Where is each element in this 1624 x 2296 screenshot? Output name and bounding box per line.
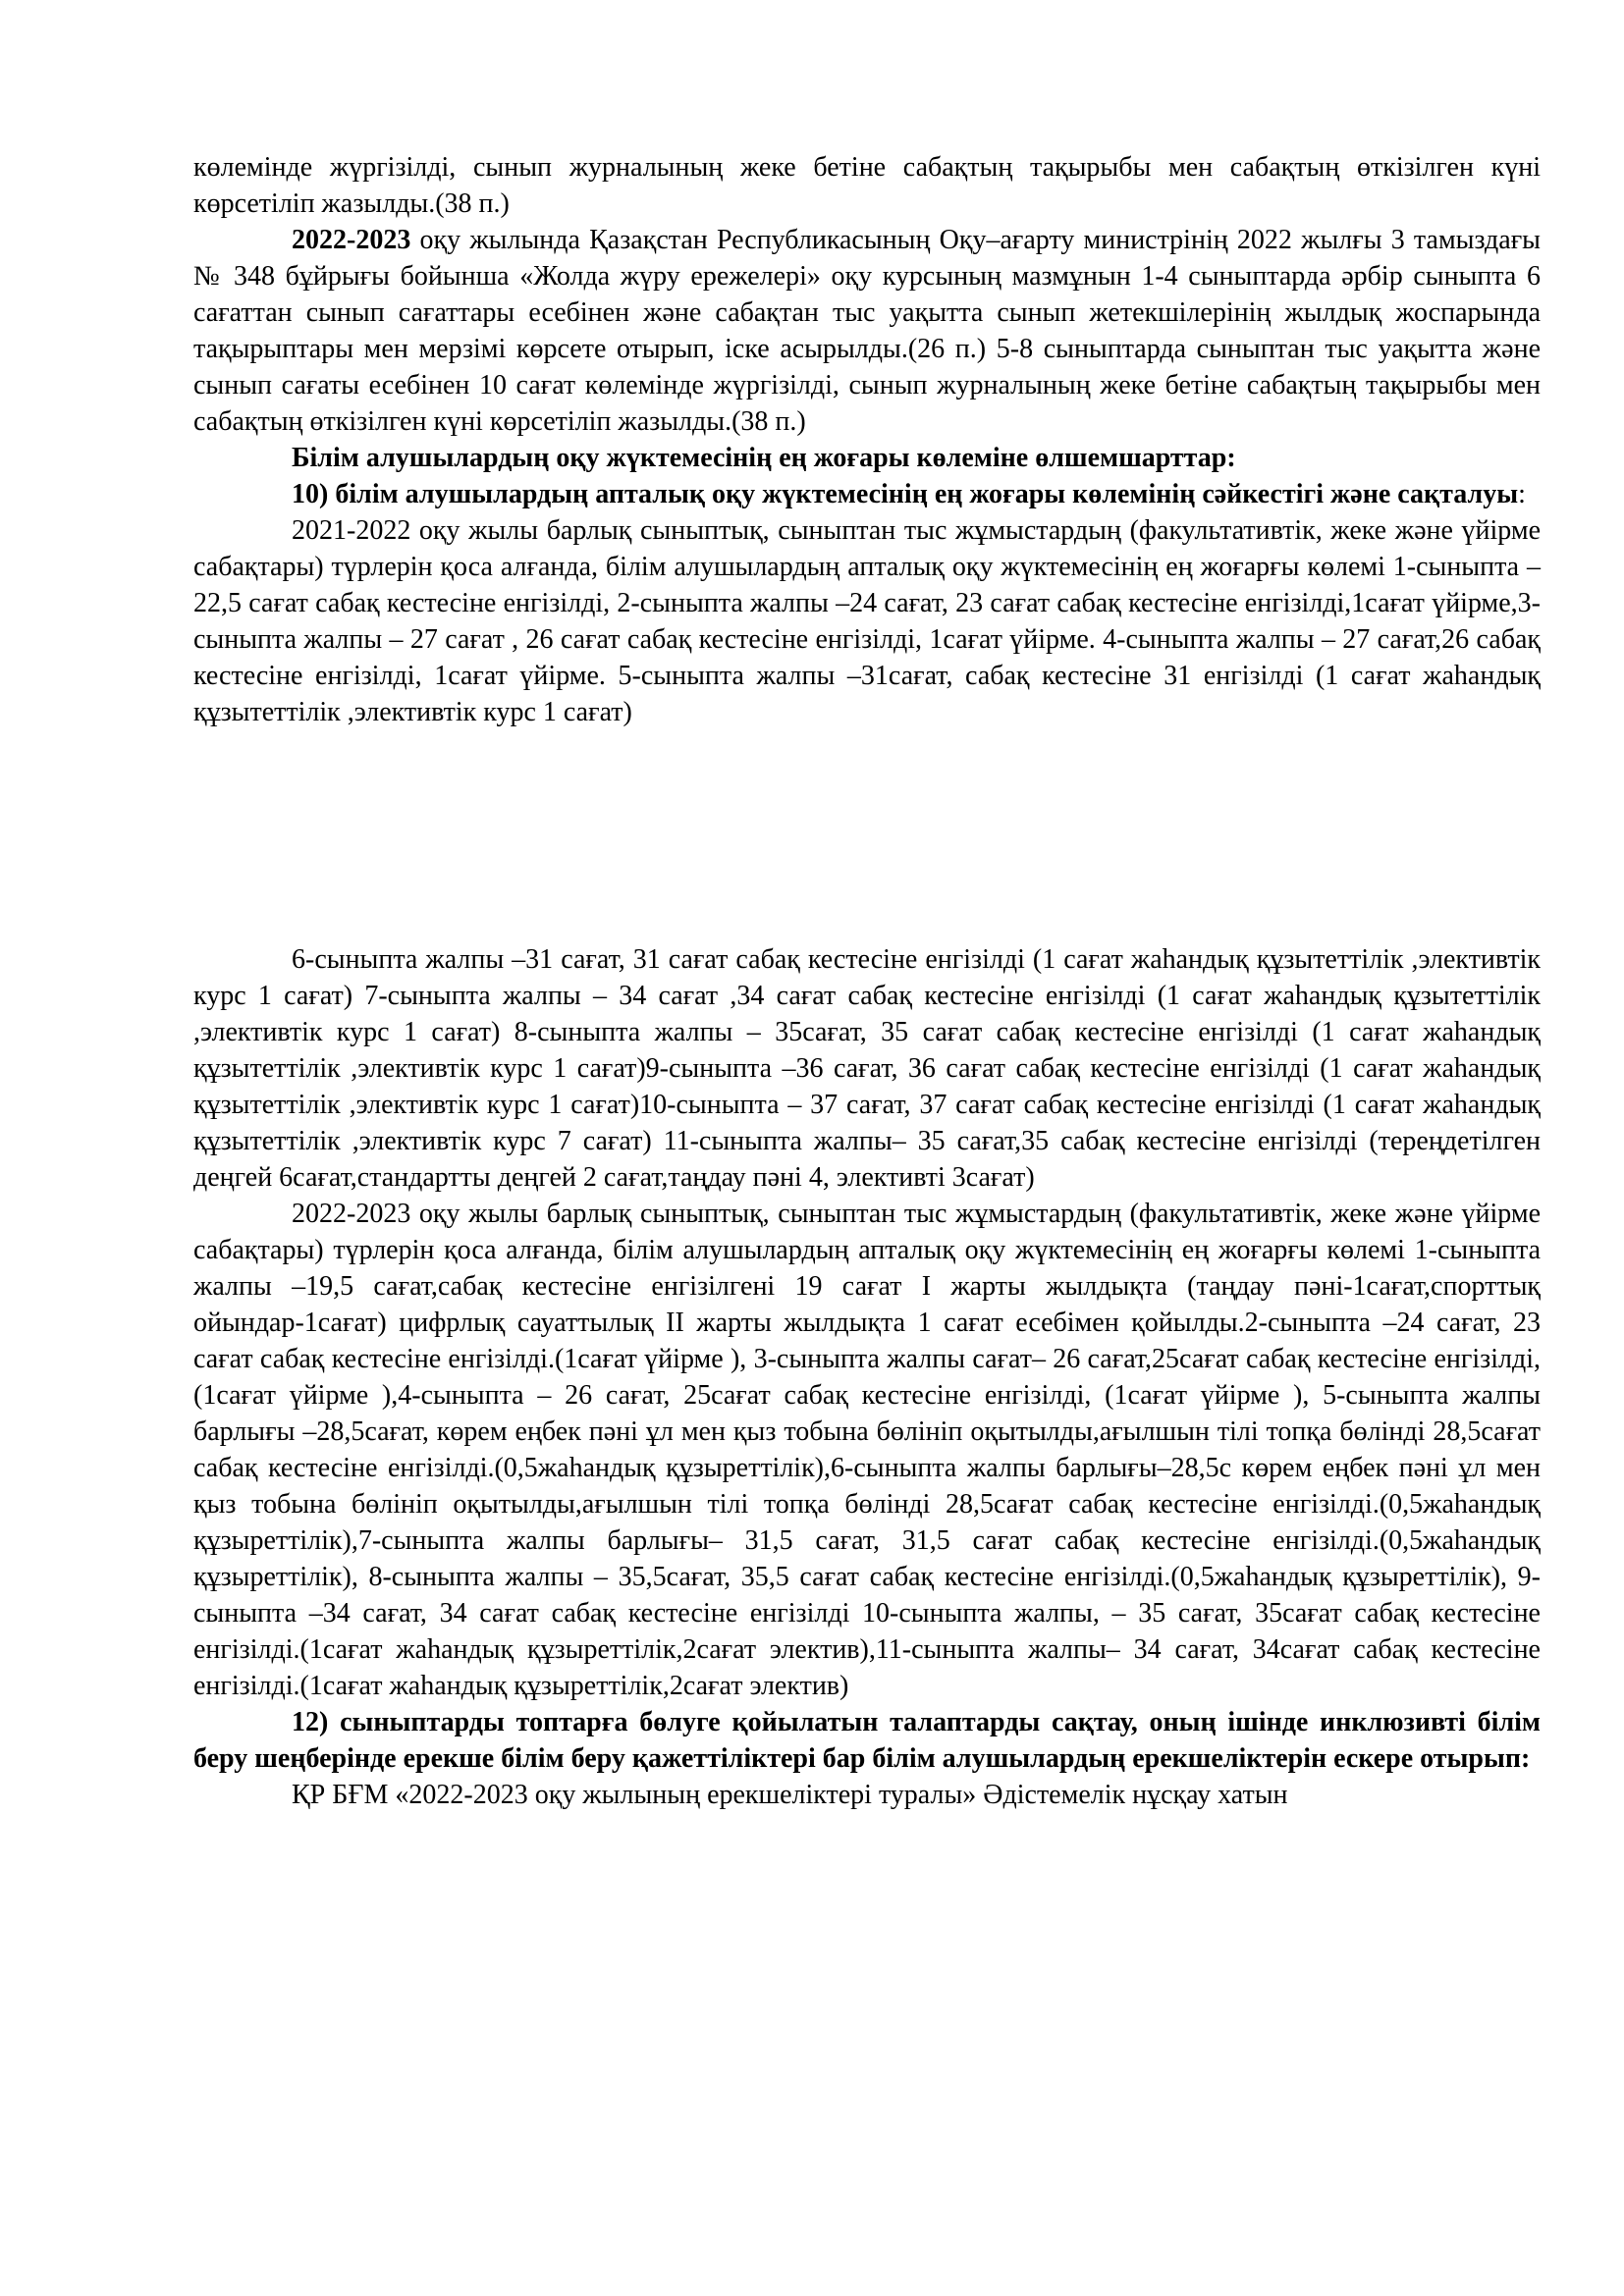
paragraph-4: 6-сыныпта жалпы –31 сағат, 31 сағат сабақ кестесіне енгізілді (1 сағат жаһандық құзытеттілік ,элективтік курс 1 сағат) 7-сыныпта жалпы – 34 сағат ,34 сағат сабақ кестесіне енгізілді (1 сағат жаһандық құзытеттілік ,элективтік курс 1 сағат) 8-сыныпта жалпы – 35сағат, 35 сағат сабақ кестесіне енгізілді (1 сағат жаһандық құзытеттілік ,элективтік курс 1 сағат)9-сыныпта –36 сағат, 36 сағат сабақ кестесіне енгізілді (1 сағат жаһандық құзытеттілік ,элективтік курс 1 сағат)10-сыныпта – 37 сағат, 37 сағат сабақ кестесіне енгізілді (1 сағат жаһандық құзытеттілік ,элективтік курс 7 сағат) 11-сыныпта жалпы– 35 сағат,35 сабақ кестесіне енгізілді (тереңдетілген деңгей 6сағат,стандартты деңгей 2 сағат,таңдау пәні 4, элективті 3сағат) bbox=[193, 944, 1541, 1193]
paragraph-6: ҚР БҒМ «2022-2023 оқу жылының ерекшеліктері туралы» Әдістемелік нұсқау хатын bbox=[292, 1780, 1288, 1810]
paragraph-2 bbox=[193, 222, 1541, 440]
heading-12: 12) сыныптарды топтарға бөлуге қойылатын талаптарды сақтау, оның ішінде инклюзивті білім беру шеңберінде ерекше білім беру қажеттіліктері бар білім алушылардың ерекшеліктерін ескере отырып: bbox=[193, 1707, 1541, 1774]
document-page bbox=[193, 149, 1541, 1813]
heading-10-colon: : bbox=[1518, 479, 1526, 509]
paragraph-2-year: 2022-2023 bbox=[292, 225, 411, 255]
paragraph-3: 2021-2022 оқу жылы барлық сыныптық, сыныптан тыс жұмыстардың (факультативтік, жеке және үйірме сабақтары) түрлерін қоса алғанда, білім алушылардың апталық оқу жүктемесінің ең жоғарғы көлемі 1-сыныпта –22,5 сағат сабақ кестесіне енгізілді, 2-сыныпта жалпы –24 сағат, 23 сағат сабақ кестесіне енгізілді,1сағат үйірме,3-сыныпта жалпы – 27 сағат , 26 сағат сабақ кестесіне енгізілді, 1сағат үйірме. 4-сыныпта жалпы – 27 сағат,26 сабақ кестесіне енгізілді, 1сағат үйірме. 5-сыныпта жалпы –31сағат, сабақ кестесіне 31 енгізілді (1 сағат жаһандық құзытеттілік ,элективтік курс 1 сағат) bbox=[193, 515, 1541, 727]
heading-10-text: 10) білім алушылардың апталық оқу жүктемесінің ең жоғары көлемінің сәйкестігі және сақталуы bbox=[292, 479, 1519, 509]
paragraph-1: көлемінде жүргізілді, сынып журналының жеке бетіне сабақтың тақырыбы мен сабақтың өткізілген күні көрсетіліп жазылды.(38 п.) bbox=[193, 152, 1541, 219]
blank-gap bbox=[193, 730, 1541, 941]
heading-criteria: Білім алушылардың оқу жүктемесінің ең жоғары көлеміне өлшемшарттар: bbox=[292, 443, 1236, 473]
paragraph-2-text: оқу жылында Қазақстан Республикасының Оқу–ағарту министрінің 2022 жылғы 3 тамыздағы № 348 бұйрығы бойынша «Жолда жүру ережелері» оқу курсының мазмұнын 1-4 сыныптарда әрбір сыныпта 6 сағаттан сынып сағаттары есебінен және сабақтан тыс уақытта сынып жетекшілерінің жылдық жоспарында тақырыптары мен мерзімі көрсете отырып, іске асырылды.(26 п.) 5-8 сыныптарда сыныптан тыс уақытта және сынып сағаты есебінен 10 сағат көлемінде жүргізілді, сынып журналының жеке бетіне сабақтың тақырыбы мен сабақтың өткізілген күні көрсетіліп жазылды.(38 п.) bbox=[193, 225, 1541, 437]
paragraph-5: 2022-2023 оқу жылы барлық сыныптық, сыныптан тыс жұмыстардың (факультативтік, жеке және үйірме сабақтары) түрлерін қоса алғанда, білім алушылардың апталық оқу жүктемесінің ең жоғарғы көлемі 1-сыныпта жалпы –19,5 сағат,сабақ кестесіне енгізілгені 19 сағат I жарты жылдықта (таңдау пәні-1сағат,спорттық ойындар-1сағат) цифрлық сауаттылық II жарты жылдықта 1 сағат есебімен қойылды.2-сыныпта –24 сағат, 23 сағат сабақ кестесіне енгізілді.(1сағат үйірме ), 3-сыныпта жалпы сағат– 26 сағат,25сағат сабақ кестесіне енгізілді,(1сағат үйірме ),4-сыныпта – 26 сағат, 25сағат сабақ кестесіне енгізілді, (1сағат үйірме ), 5-сыныпта жалпы барлығы –28,5сағат, көрем еңбек пәні ұл мен қыз тобына бөлініп оқытылды,ағылшын тілі топқа бөлінді 28,5сағат сабақ кестесіне енгізілді.(0,5жаһандық құзыреттілік),6-сыныпта жалпы барлығы–28,5с көрем еңбек пәні ұл мен қыз тобына бөлініп оқытылды,ағылшын тілі топқа бөлінді 28,5сағат сабақ кестесіне енгізілді.(0,5жаһандық құзыреттілік),7-сыныпта жалпы барлығы– 31,5 сағат, 31,5 сағат сабақ кестесіне енгізілді.(0,5жаһандық құзыреттілік), 8-сыныпта жалпы – 35,5сағат, 35,5 сағат сабақ кестесіне енгізілді.(0,5жаһандық құзыреттілік), 9-сыныпта –34 сағат, 34 сағат сабақ кестесіне енгізілді 10-сыныпта жалпы, – 35 сағат, 35сағат сабақ кестесіне енгізілді.(1сағат жаһандық құзыреттілік,2сағат электив),11-сыныпта жалпы– 34 сағат, 34сағат сабақ кестесіне енгізілді.(1сағат жаһандық құзыреттілік,2сағат электив) bbox=[193, 1199, 1541, 1701]
heading-10 bbox=[193, 476, 1541, 512]
